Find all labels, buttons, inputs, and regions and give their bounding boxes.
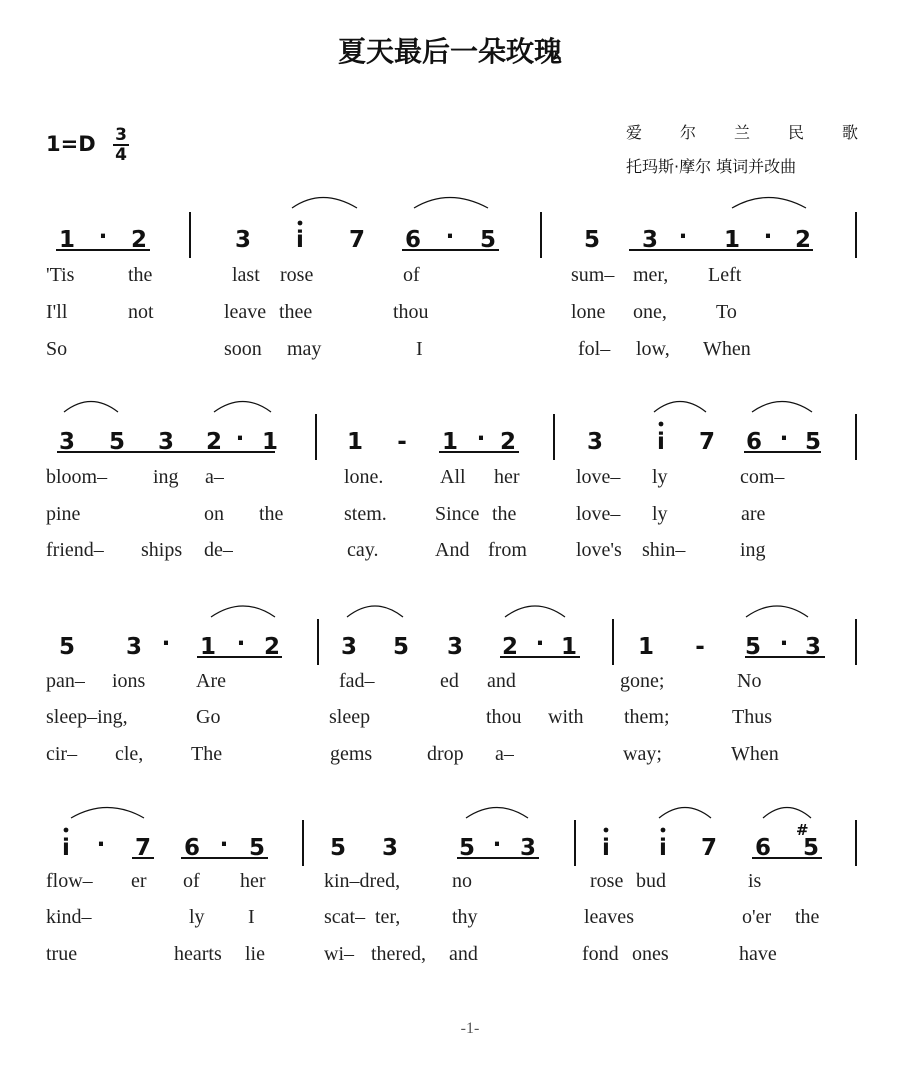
lyric-word: er xyxy=(131,870,147,892)
lyrics-row-2 xyxy=(46,466,785,561)
note: 3 xyxy=(519,835,537,861)
lyric-word: thou xyxy=(486,706,522,728)
note: 3 xyxy=(125,634,143,660)
origin-char: 爱 xyxy=(626,123,643,142)
lyric-word: last xyxy=(232,264,260,286)
notes-row-1 xyxy=(59,224,811,253)
lyric-word: o'er xyxy=(742,906,772,928)
note: 5 xyxy=(804,429,822,455)
augmentation-dot: · xyxy=(678,224,688,250)
origin-char: 歌 xyxy=(841,123,858,142)
note: 3 xyxy=(586,429,604,455)
octave-dot xyxy=(64,828,69,833)
author-credit: 托玛斯·摩尔 填词并改曲 xyxy=(626,157,797,176)
lyric-word: are xyxy=(741,503,766,525)
notes-row-4 xyxy=(62,832,819,861)
note: 3 xyxy=(446,634,464,660)
lyrics-row-3 xyxy=(46,670,779,765)
lyric-word: lone xyxy=(571,301,606,323)
note: 2 xyxy=(130,227,148,253)
lyric-verse-2 xyxy=(46,301,737,323)
lyric-word: thy xyxy=(452,906,478,928)
note: 3 xyxy=(157,429,175,455)
lyric-word: with xyxy=(548,706,584,728)
key-signature: 1=D xyxy=(46,132,96,156)
lyric-word: way; xyxy=(623,743,662,765)
lyric-word: soon xyxy=(224,338,262,360)
note: 7 xyxy=(698,429,716,455)
note: 2 xyxy=(501,634,519,660)
lyric-word: sum– xyxy=(571,264,615,286)
augmentation-dot: · xyxy=(445,224,455,250)
lyric-word: mer, xyxy=(633,264,669,286)
lyric-word: The xyxy=(191,743,223,765)
lyric-word: ships xyxy=(141,539,183,561)
note: 5 xyxy=(802,835,820,861)
slur xyxy=(466,808,528,819)
note: 3 xyxy=(381,835,399,861)
slur xyxy=(414,198,488,209)
lyric-word: I xyxy=(248,906,255,928)
lyric-word: sleep–ing, xyxy=(46,706,128,728)
note: 5 xyxy=(329,835,347,861)
lyric-word: love– xyxy=(576,503,621,525)
lyric-word: To xyxy=(716,301,737,323)
page-number: -1- xyxy=(460,1020,480,1037)
lyric-verse-2 xyxy=(46,906,820,928)
lyric-word: ly xyxy=(652,503,668,525)
note: 2 xyxy=(263,634,281,660)
lyric-word: flow– xyxy=(46,870,93,892)
note: 1 xyxy=(441,429,459,455)
lyric-word: leave xyxy=(224,301,267,323)
lyric-word: ions xyxy=(112,670,146,692)
origin-char: 民 xyxy=(787,123,804,142)
slur xyxy=(659,808,711,819)
augmentation-dot: · xyxy=(161,631,171,657)
origin-char: 兰 xyxy=(733,123,750,142)
note: 1 xyxy=(637,634,655,660)
lyric-verse-2 xyxy=(46,503,766,525)
note: 6 xyxy=(754,835,772,861)
lyric-word: her xyxy=(494,466,520,488)
lyric-word: her xyxy=(240,870,266,892)
lyric-verse-1 xyxy=(46,264,742,286)
lyric-word: ing xyxy=(740,539,766,561)
lyric-word: of xyxy=(403,264,420,286)
lyric-word: sleep xyxy=(329,706,371,728)
lyric-word: pan– xyxy=(46,670,85,692)
lyric-verse-1 xyxy=(46,466,785,488)
lyric-word: No xyxy=(737,670,762,692)
lyric-word: When xyxy=(703,338,751,360)
note: 3 xyxy=(234,227,252,253)
note: 5 xyxy=(583,227,601,253)
augmentation-dot: · xyxy=(219,832,229,858)
lyric-word: gone; xyxy=(620,670,665,692)
slur xyxy=(752,402,812,413)
lyric-word: and xyxy=(487,670,516,692)
note: 3 xyxy=(804,634,822,660)
lyric-word: one, xyxy=(633,301,667,323)
lyric-word: leaves xyxy=(584,906,634,928)
lyric-word: All xyxy=(440,466,466,488)
note: 5 xyxy=(108,429,126,455)
lyric-word: 'Tis xyxy=(46,264,75,286)
lyric-word: Go xyxy=(196,706,221,728)
note: 3 xyxy=(641,227,659,253)
note: 2 xyxy=(499,429,517,455)
note: - xyxy=(397,429,407,455)
lyric-verse-2 xyxy=(46,706,772,728)
note: 5 xyxy=(744,634,762,660)
lyric-word: a– xyxy=(205,466,224,488)
note: 1 xyxy=(199,634,217,660)
augmentation-dot: · xyxy=(235,426,245,452)
lyric-word: them; xyxy=(624,706,670,728)
lyric-verse-3 xyxy=(46,338,751,360)
lyric-word: true xyxy=(46,943,78,965)
note: 2 xyxy=(794,227,812,253)
lyrics-row-4 xyxy=(46,870,820,965)
lyric-verse-3 xyxy=(46,743,779,765)
slur xyxy=(732,198,806,209)
note: i xyxy=(62,835,70,861)
slur xyxy=(71,808,144,819)
lyric-word: pine xyxy=(46,503,81,525)
lyric-word: ones xyxy=(632,943,669,965)
note: 1 xyxy=(346,429,364,455)
lyric-word: is xyxy=(748,870,762,892)
slur xyxy=(64,402,118,413)
slur xyxy=(746,606,808,617)
lyric-word: no xyxy=(452,870,472,892)
lyric-word: not xyxy=(128,301,154,323)
note: 5 xyxy=(58,634,76,660)
note: 1 xyxy=(560,634,578,660)
lyric-word: ter, xyxy=(375,906,401,928)
time-signature-top: 3 xyxy=(113,126,129,146)
lyric-word: wi– xyxy=(324,943,354,965)
augmentation-dot: · xyxy=(535,631,545,657)
slur xyxy=(211,606,275,617)
song-title: 夏天最后一朵玫瑰 xyxy=(337,35,562,68)
lyric-word: kind– xyxy=(46,906,92,928)
lyric-word: thee xyxy=(279,301,313,323)
lyric-word: from xyxy=(488,539,527,561)
note: - xyxy=(695,634,705,660)
note: 7 xyxy=(700,835,718,861)
lyric-word: Left xyxy=(708,264,742,286)
lyric-word: fol– xyxy=(578,338,611,360)
lyric-word: Thus xyxy=(732,706,772,728)
lyric-word: friend– xyxy=(46,539,104,561)
lyric-word: the xyxy=(795,906,820,928)
note: i xyxy=(296,227,304,253)
lyric-word: thered, xyxy=(371,943,426,965)
octave-dot xyxy=(298,221,303,226)
lyric-word: de– xyxy=(204,539,233,561)
lyrics-row-1 xyxy=(46,264,751,360)
note: 1 xyxy=(58,227,76,253)
lyric-word: may xyxy=(287,338,322,360)
lyric-word: stem. xyxy=(344,503,387,525)
lyric-word: hearts xyxy=(174,943,222,965)
note: 3 xyxy=(340,634,358,660)
augmentation-dot: · xyxy=(96,832,106,858)
lyric-word: I'll xyxy=(46,301,68,323)
octave-dot xyxy=(604,828,609,833)
lyric-word: the xyxy=(492,503,517,525)
note: i xyxy=(602,835,610,861)
lyric-word: And xyxy=(435,539,470,561)
note: 1 xyxy=(261,429,279,455)
slur xyxy=(763,808,811,819)
lyric-word: Are xyxy=(196,670,226,692)
lyric-word: on xyxy=(204,503,224,525)
lyric-word: cir– xyxy=(46,743,78,765)
slur xyxy=(505,606,565,617)
lyric-word: love– xyxy=(576,466,621,488)
note: 3 xyxy=(58,429,76,455)
slur xyxy=(347,606,403,617)
sharp-sign: # xyxy=(796,821,809,839)
lyric-word: fad– xyxy=(339,670,375,692)
lyric-word: thou xyxy=(393,301,429,323)
lyric-word: gems xyxy=(330,743,373,765)
lyric-word: rose xyxy=(280,264,314,286)
lyric-word: bud xyxy=(636,870,666,892)
lyric-word: the xyxy=(259,503,284,525)
augmentation-dot: · xyxy=(98,224,108,250)
lyric-word: low, xyxy=(636,338,670,360)
augmentation-dot: · xyxy=(779,631,789,657)
slur xyxy=(214,402,271,413)
lyric-word: drop xyxy=(427,743,464,765)
notes-row-2 xyxy=(59,426,821,455)
note: 2 xyxy=(205,429,223,455)
augmentation-dot: · xyxy=(779,426,789,452)
lyric-verse-3 xyxy=(46,943,777,965)
time-signature-bottom: 4 xyxy=(115,145,127,165)
note: 1 xyxy=(723,227,741,253)
slur xyxy=(654,402,706,413)
augmentation-dot: · xyxy=(763,224,773,250)
note: 6 xyxy=(183,835,201,861)
lyric-word: When xyxy=(731,743,779,765)
lyric-word: ing xyxy=(153,466,179,488)
lyric-word: have xyxy=(739,943,777,965)
slur xyxy=(292,198,357,209)
lyric-word: So xyxy=(46,338,68,360)
note: 6 xyxy=(745,429,763,455)
augmentation-dot: · xyxy=(236,631,246,657)
lyric-verse-1 xyxy=(46,670,761,692)
lyric-word: Since xyxy=(435,503,480,525)
note: 7 xyxy=(348,227,366,253)
lyric-verse-3 xyxy=(46,539,766,561)
note: 5 xyxy=(458,835,476,861)
lyric-word: rose xyxy=(590,870,624,892)
origin-char: 尔 xyxy=(679,123,696,142)
lyric-word: and xyxy=(449,943,478,965)
lyric-word: lone. xyxy=(344,466,384,488)
lyric-word: shin– xyxy=(642,539,686,561)
lyric-word: I xyxy=(416,338,423,360)
lyric-word: scat– xyxy=(324,906,366,928)
lyric-word: cle, xyxy=(115,743,144,765)
augmentation-dot: · xyxy=(492,832,502,858)
augmentation-dot: · xyxy=(476,426,486,452)
octave-dot xyxy=(661,828,666,833)
lyric-word: lie xyxy=(245,943,265,965)
lyric-word: the xyxy=(128,264,153,286)
lyric-word: of xyxy=(183,870,200,892)
notes-row-3 xyxy=(59,631,821,660)
lyric-word: love's xyxy=(576,539,622,561)
note: i xyxy=(657,429,665,455)
note: 5 xyxy=(392,634,410,660)
note: 6 xyxy=(404,227,422,253)
lyric-word: kin–dred, xyxy=(324,870,401,892)
lyric-word: cay. xyxy=(347,539,379,561)
lyric-word: bloom– xyxy=(46,466,108,488)
note: 7 xyxy=(134,835,152,861)
note: 5 xyxy=(248,835,266,861)
lyric-word: fond xyxy=(582,943,619,965)
lyric-word: a– xyxy=(495,743,514,765)
lyric-word: ly xyxy=(652,466,668,488)
lyric-word: ly xyxy=(189,906,205,928)
note: i xyxy=(659,835,667,861)
lyric-word: ed xyxy=(440,670,459,692)
lyric-verse-1 xyxy=(46,870,762,892)
octave-dot xyxy=(659,422,664,427)
note: 5 xyxy=(479,227,497,253)
lyric-word: com– xyxy=(740,466,785,488)
